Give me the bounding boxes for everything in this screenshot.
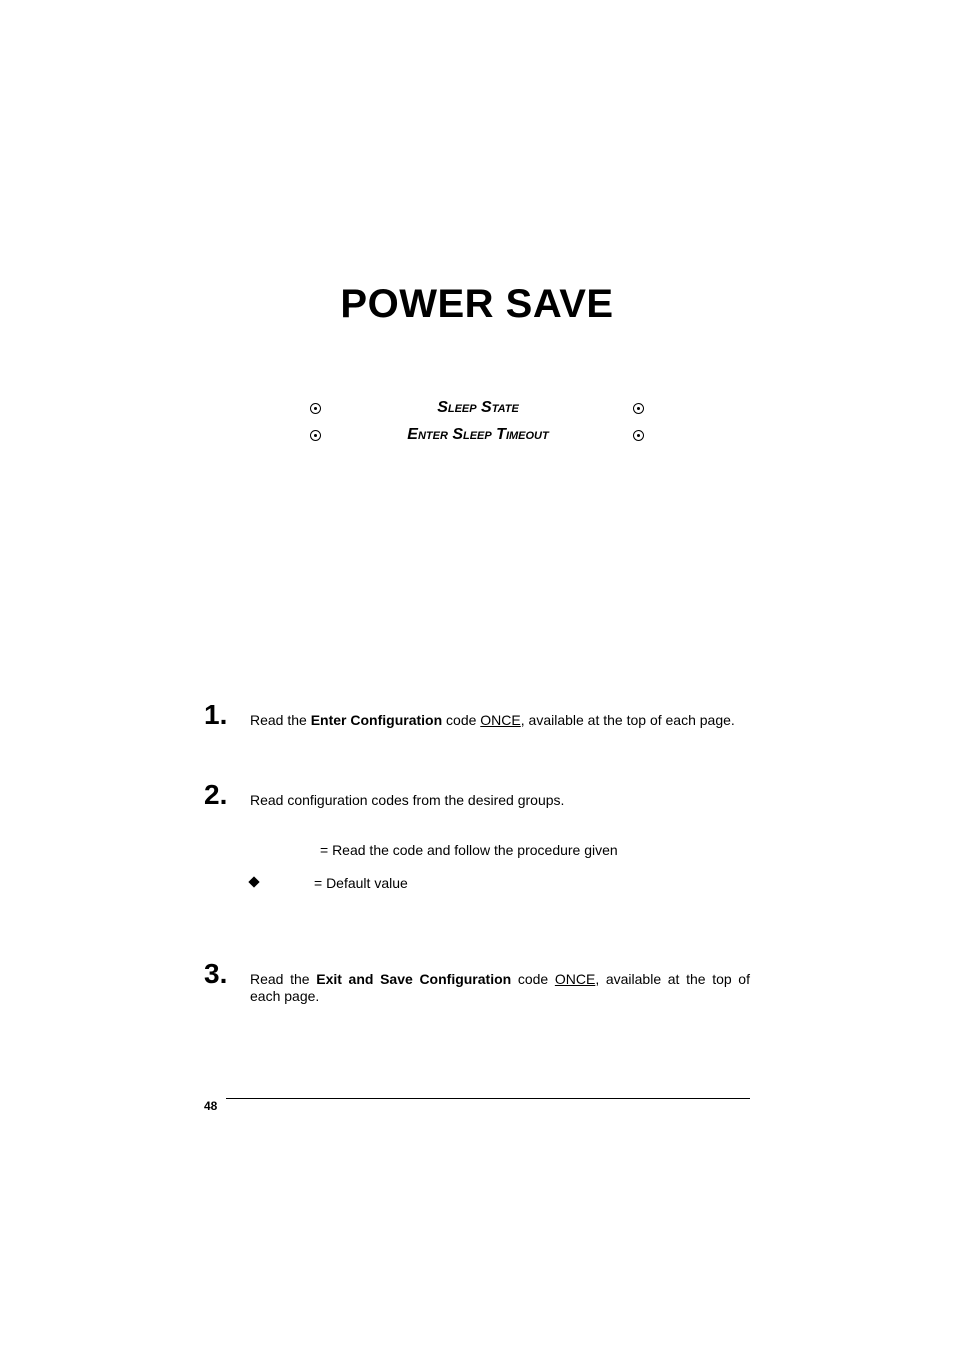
step-2-text: Read configuration codes from the desired groups. — [250, 792, 565, 808]
toc-item-enter-sleep-timeout[interactable] — [300, 428, 656, 448]
step-text-segment: Read the — [250, 712, 311, 728]
toc-label: Enter Sleep Timeout — [407, 426, 549, 443]
legend-default: = Default value — [314, 875, 408, 891]
step-text-underline: ONCE — [480, 712, 521, 728]
toc-item-sleep-state[interactable] — [300, 401, 656, 421]
legend-procedure: = Read the code and follow the procedure given — [320, 842, 618, 858]
step-text-bold: Enter Configuration — [310, 712, 443, 728]
bullet-icon — [633, 430, 644, 441]
step-text-segment: code — [511, 971, 555, 987]
step-text-underline: ONCE — [554, 971, 596, 987]
bullet-icon — [633, 403, 644, 414]
step-text-segment: code — [442, 712, 481, 728]
page-title: POWER SAVE — [340, 282, 614, 326]
step-3-text — [250, 971, 750, 1005]
step-text-segment: , available at the top of each page. — [250, 971, 750, 1004]
diamond-icon — [248, 876, 259, 887]
page-number: 48 — [204, 1099, 218, 1113]
step-number-3: 3. — [204, 958, 228, 989]
step-text-segment: Read the — [250, 971, 317, 987]
step-text-segment: , available at the top of each page. — [520, 712, 735, 728]
toc-label: Sleep State — [437, 399, 519, 416]
step-number-2: 2. — [204, 779, 228, 810]
footer-rule — [226, 1098, 750, 1099]
step-text-bold: Exit and Save Configuration — [316, 971, 512, 987]
step-1-text — [250, 712, 750, 729]
step-number-1: 1. — [204, 699, 228, 730]
